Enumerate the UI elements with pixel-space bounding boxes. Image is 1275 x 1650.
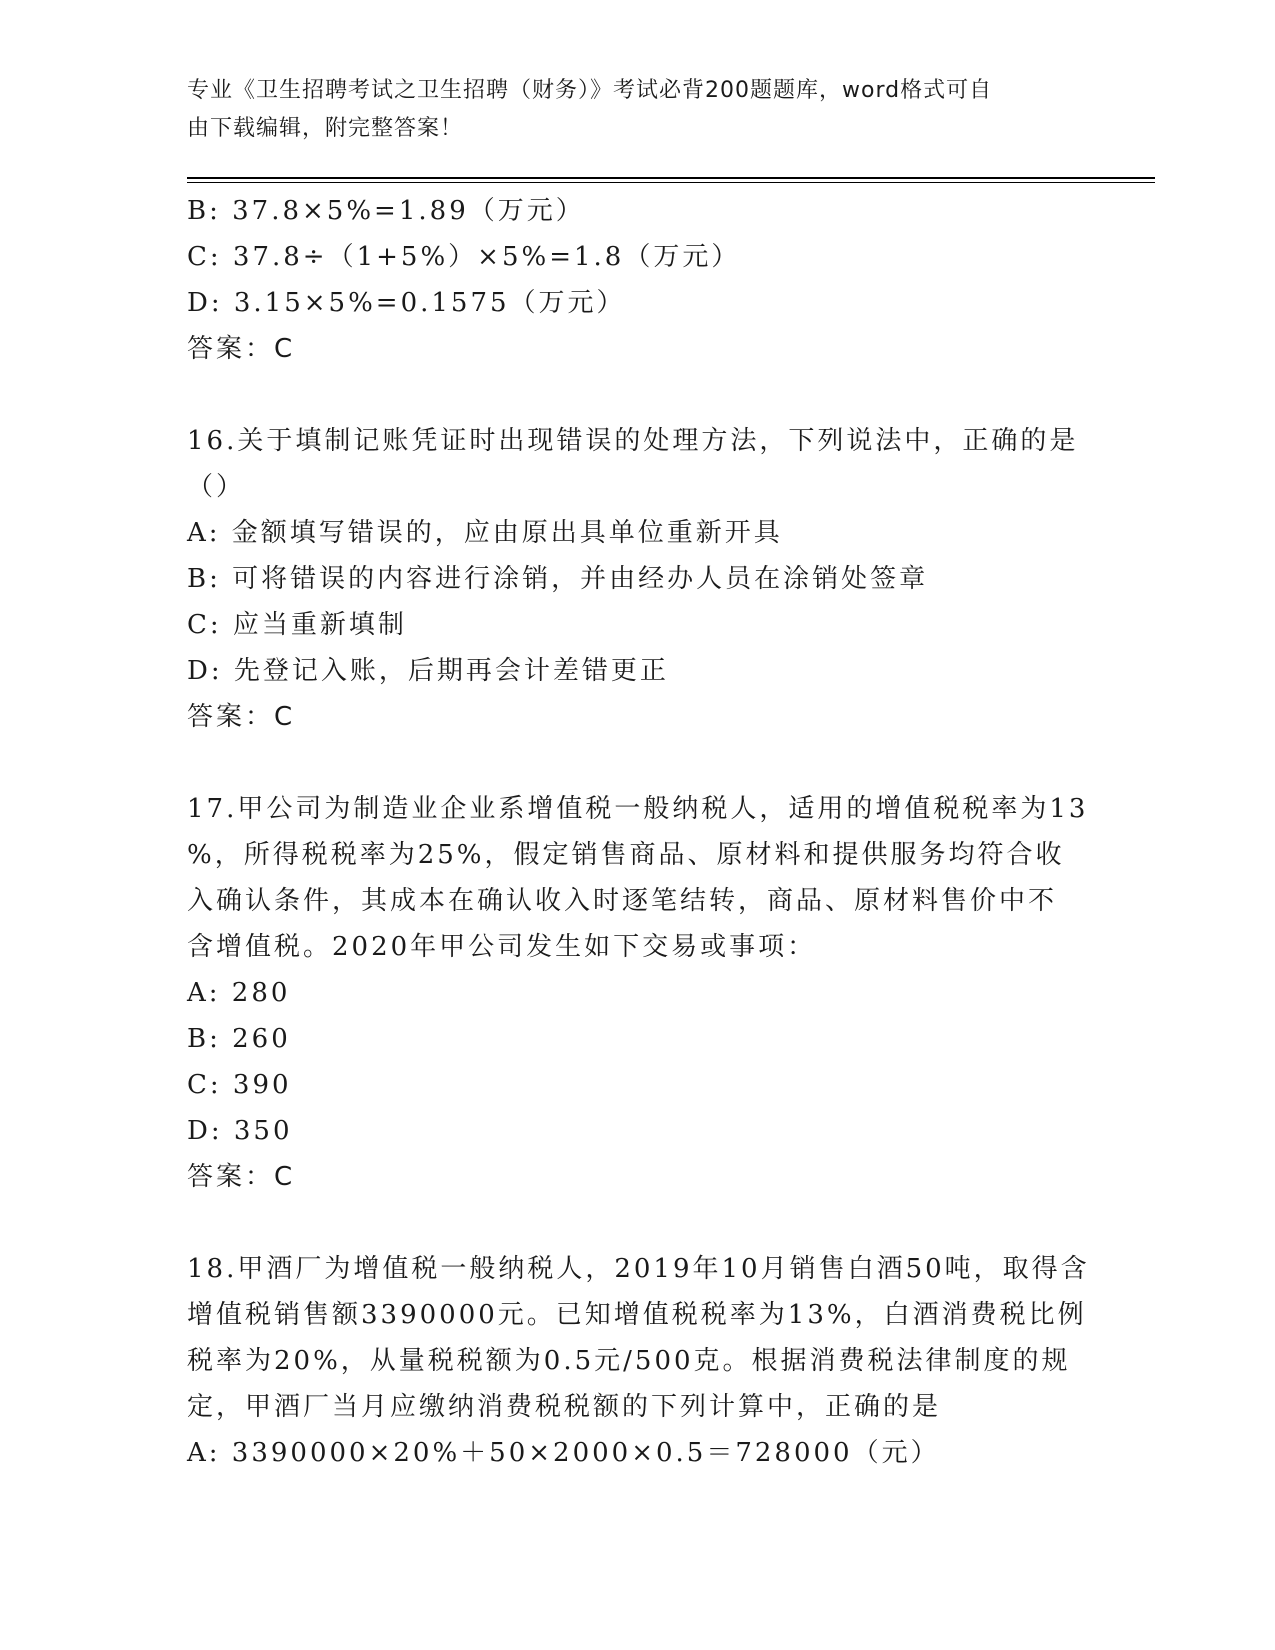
answer-label: 答案：C	[187, 1162, 296, 1192]
question-18	[187, 1246, 1090, 1476]
option-a: A: 3390000×20%＋50×2000×0.5＝728000（元）	[187, 1438, 940, 1468]
question-text-line: 18.甲酒厂为增值税一般纳税人，2019年10月销售白酒50吨，取得含	[187, 1254, 1090, 1284]
answer-label: 答案：C	[187, 702, 296, 732]
option-a: A: 金额填写错误的，应由原出具单位重新开具	[187, 518, 783, 548]
question-text-line: 17.甲公司为制造业企业系增值税一般纳税人，适用的增值税税率为13	[187, 794, 1089, 824]
question-text-line: 定，甲酒厂当月应缴纳消费税税额的下列计算中，正确的是	[187, 1392, 942, 1422]
blank-spacer	[187, 740, 1087, 786]
question-text-line: 含增值税。2020年甲公司发生如下交易或事项：	[187, 932, 817, 962]
option-b: B: 260	[187, 1024, 291, 1054]
option-b: B: 37.8×5%=1.89（万元）	[187, 196, 585, 226]
answer-label: 答案：C	[187, 334, 296, 364]
question-text-line: （）	[187, 472, 246, 502]
header-title-line-2: 由下载编辑，附完整答案！	[187, 116, 464, 141]
option-b: B: 可将错误的内容进行涂销，并由经办人员在涂销处签章	[187, 564, 929, 594]
document-body	[187, 188, 1090, 1476]
question-text-line: 16.关于填制记账凭证时出现错误的处理方法，下列说法中，正确的是	[187, 426, 1079, 456]
header-divider	[187, 177, 1155, 179]
question-text-line: 增值税销售额3390000元。已知增值税税率为13%，白酒消费税比例	[187, 1300, 1087, 1330]
question-text-line: 税率为20%，从量税税额为0.5元/500克。根据消费税法律制度的规	[187, 1346, 1071, 1376]
option-c: C: 390	[187, 1070, 292, 1100]
option-c: C: 37.8÷（1+5%）×5%=1.8（万元）	[187, 242, 741, 272]
blank-spacer	[187, 1200, 1087, 1246]
header-divider-thin	[187, 182, 1155, 183]
option-c: C: 应当重新填制	[187, 610, 407, 640]
blank-spacer	[187, 372, 1087, 418]
question-16	[187, 418, 1087, 740]
option-d: D: 3.15×5%=0.1575（万元）	[187, 288, 626, 318]
option-d: D: 先登记入账，后期再会计差错更正	[187, 656, 669, 686]
question-text-line: %，所得税税率为25%，假定销售商品、原材料和提供服务均符合收	[187, 840, 1065, 870]
header-title-line-1: 专业《卫生招聘考试之卫生招聘（财务）》考试必背200题题库，word格式可自	[187, 78, 993, 103]
option-d: D: 350	[187, 1116, 293, 1146]
document-header	[187, 72, 1087, 148]
question-text-line: 入确认条件，其成本在确认收入时逐笔结转，商品、原材料售价中不	[187, 886, 1058, 916]
question-15-tail	[187, 188, 1087, 372]
option-a: A: 280	[187, 978, 291, 1008]
question-17	[187, 786, 1087, 1200]
